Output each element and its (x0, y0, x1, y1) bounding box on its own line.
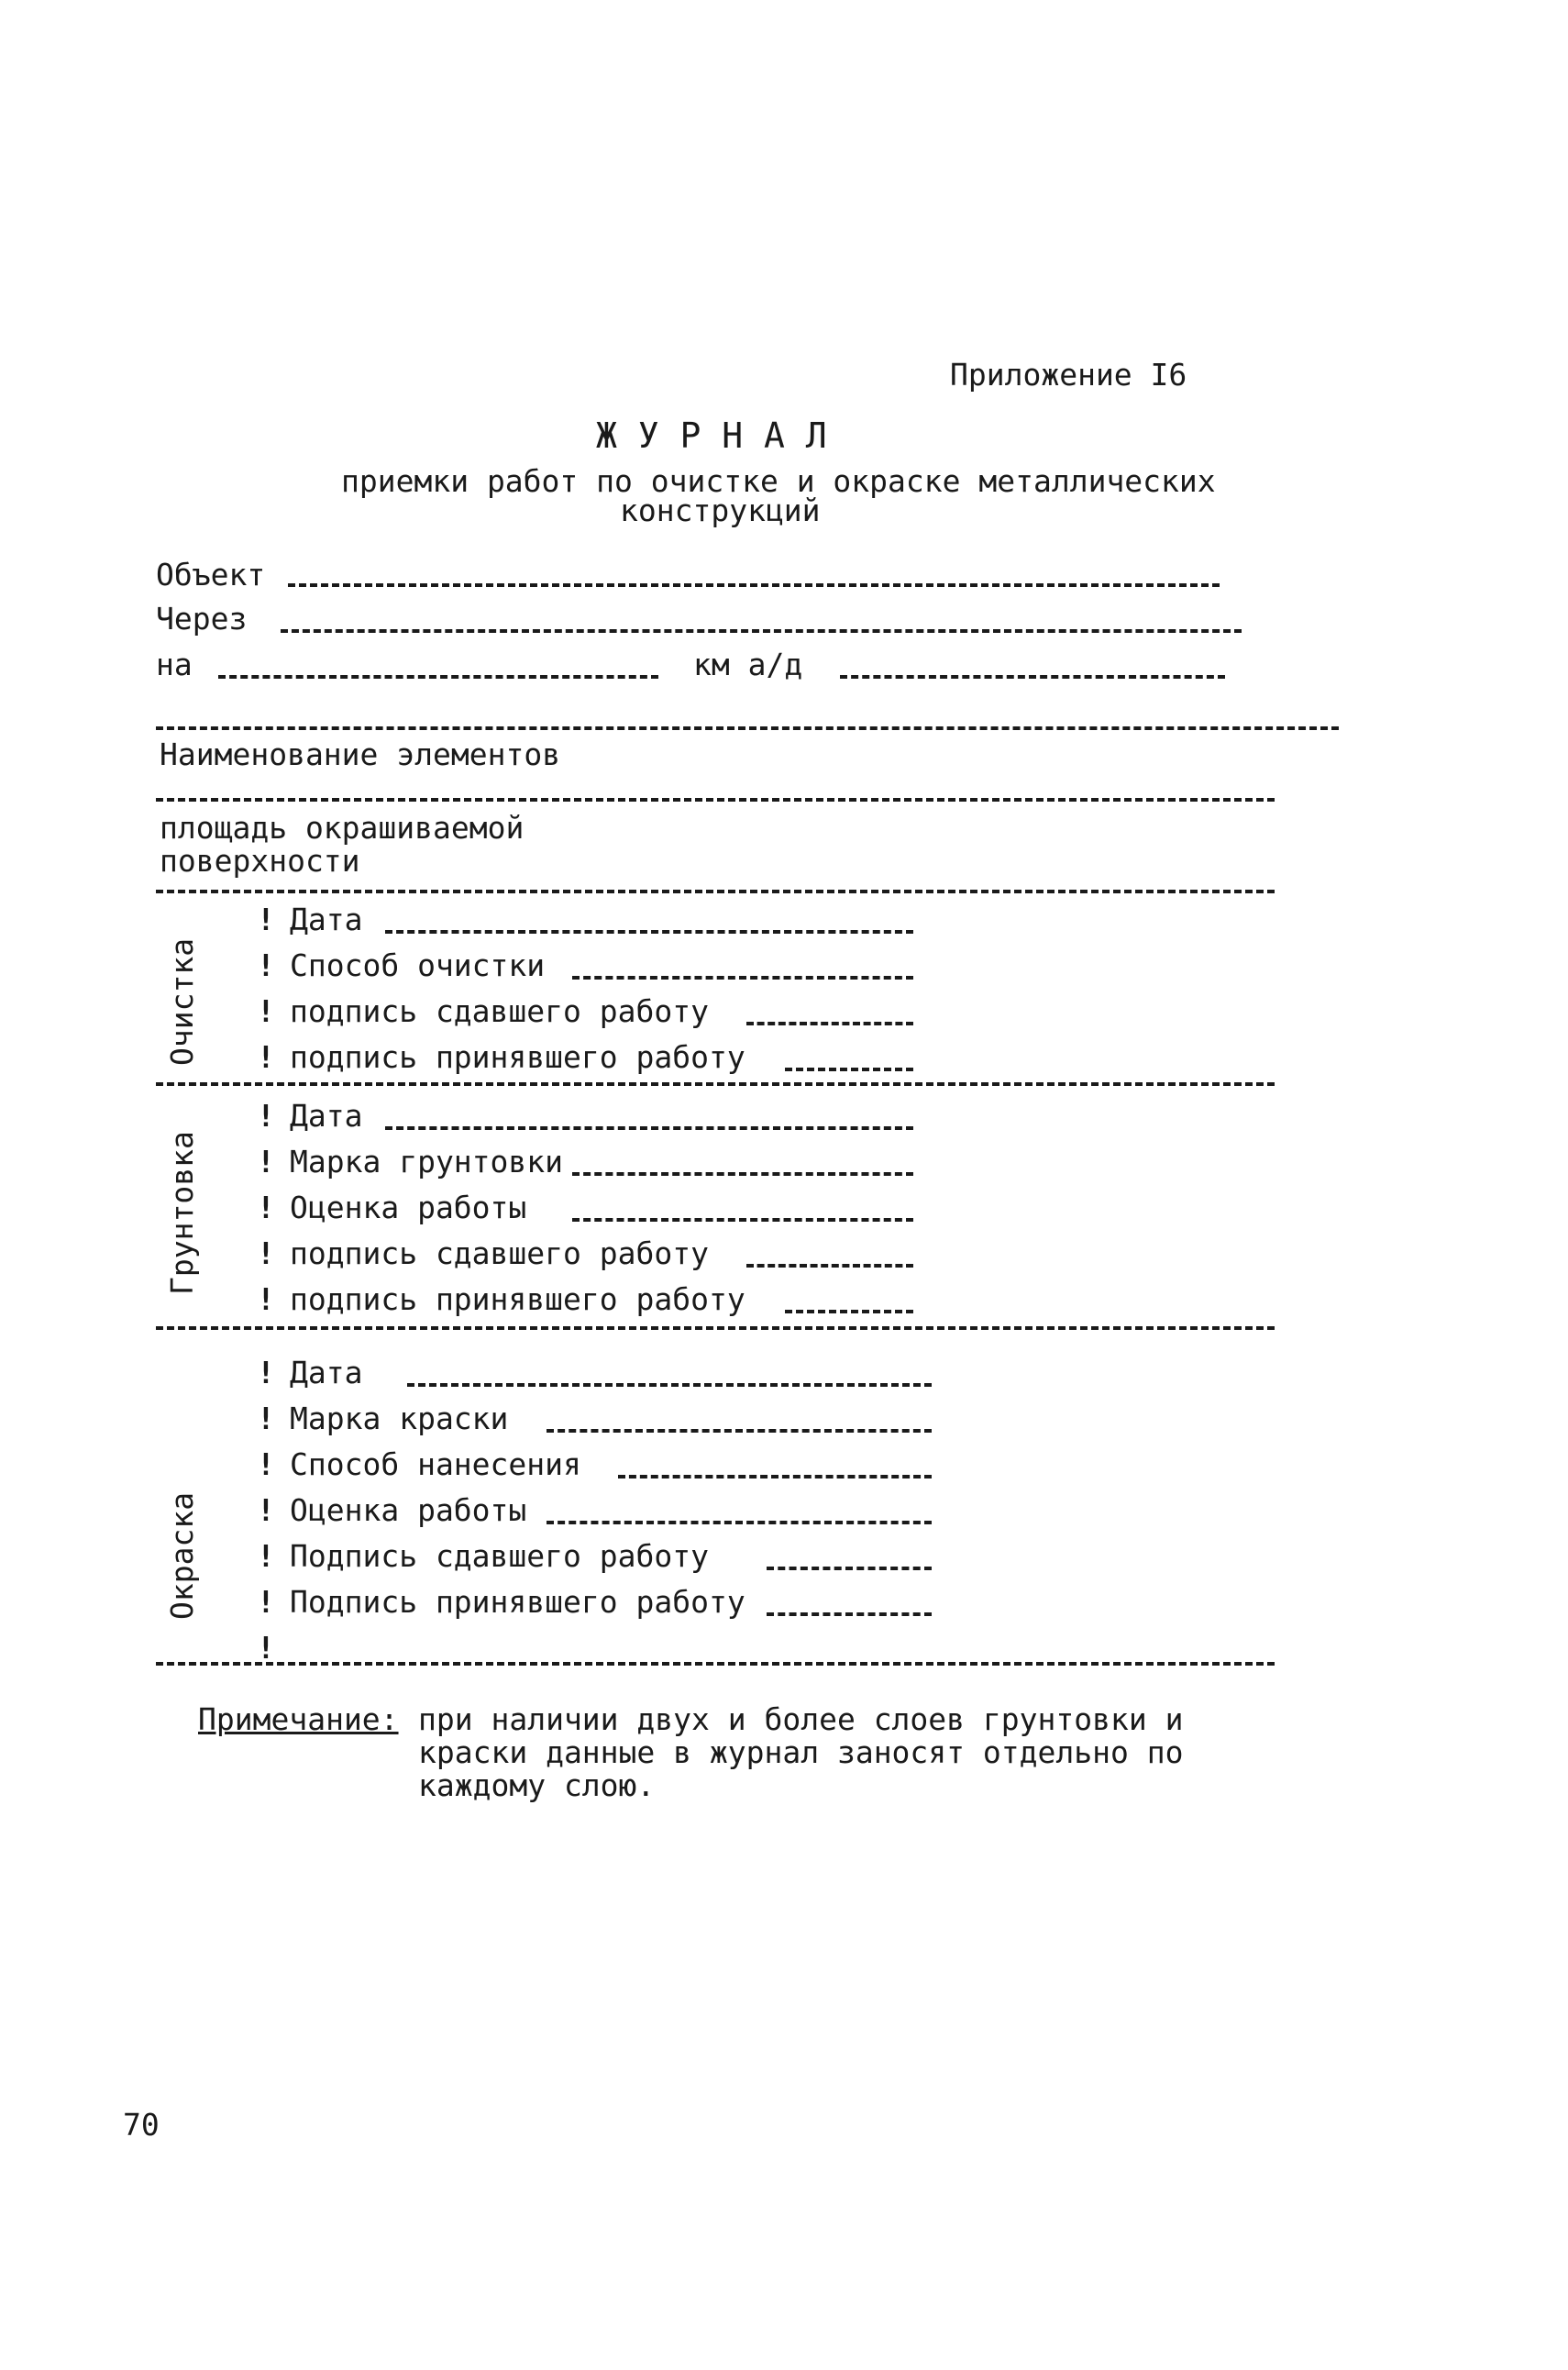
painting-separator-5: ! (257, 1538, 275, 1574)
cleaning-section-label: Очистка (164, 937, 200, 1066)
km-road-label: км а/д (693, 647, 803, 682)
appendix-label: Приложение I6 (950, 357, 1187, 393)
painting-work-rating-field[interactable] (547, 1521, 932, 1524)
priming-separator-4: ! (257, 1235, 275, 1271)
cleaning-separator-3: ! (257, 993, 275, 1029)
painting-date-field[interactable] (407, 1383, 932, 1387)
priming-work-rating-field[interactable] (572, 1218, 913, 1222)
note-line-3: каждому слою. (418, 1767, 656, 1803)
priming-separator-5: ! (257, 1281, 275, 1317)
note-line-2: краски данные в журнал заносят отдельно по (418, 1734, 1184, 1770)
divider-3 (156, 890, 1275, 893)
painting-separator-4: ! (257, 1492, 275, 1528)
priming-accepted-field[interactable] (785, 1310, 913, 1313)
painting-paint-brand-label: Марка краски (290, 1401, 509, 1436)
area-label-line-2: поверхности (160, 843, 360, 879)
cleaning-method-field[interactable] (572, 976, 913, 980)
painting-accepted-field[interactable] (767, 1612, 932, 1616)
divider-1 (156, 726, 1339, 730)
cleaning-accepted-field[interactable] (785, 1068, 913, 1071)
painting-work-rating-label: Оценка работы (290, 1492, 527, 1528)
priming-separator-2: ! (257, 1144, 275, 1179)
element-name-label: Наименование элементов (160, 736, 561, 772)
note-line-1: при наличии двух и более слоев грунтовки и (418, 1701, 1184, 1737)
priming-primer-brand-label: Марка грунтовки (290, 1144, 564, 1179)
painting-date-label: Дата (290, 1355, 363, 1390)
km-road-field[interactable] (840, 675, 1225, 679)
painting-section-label: Окраска (164, 1491, 200, 1620)
cleaning-separator-2: ! (257, 947, 275, 983)
priming-accepted-label: подпись принявшего работу (290, 1281, 745, 1317)
cleaning-handed-over-field[interactable] (746, 1022, 913, 1025)
painting-separator-6: ! (257, 1584, 275, 1620)
painting-accepted-label: Подпись принявшего работу (290, 1584, 745, 1620)
cleaning-handed-over-label: подпись сдавшего работу (290, 993, 709, 1029)
painting-separator-1: ! (257, 1355, 275, 1390)
priming-date-field[interactable] (385, 1126, 913, 1130)
on-label: на (156, 647, 193, 682)
painting-paint-brand-field[interactable] (547, 1429, 932, 1433)
cleaning-date-label: Дата (290, 902, 363, 937)
cleaning-separator-4: ! (257, 1039, 275, 1075)
cleaning-divider (156, 1082, 1275, 1086)
priming-handed-over-field[interactable] (746, 1264, 913, 1268)
cleaning-separator-1: ! (257, 902, 275, 937)
cleaning-method-label: Способ очистки (290, 947, 546, 983)
painting-separator-2: ! (257, 1401, 275, 1436)
bridge-field[interactable] (281, 629, 1242, 633)
priming-section-label: Грунтовка (164, 1131, 200, 1295)
on-field[interactable] (218, 675, 658, 679)
priming-divider (156, 1326, 1275, 1330)
page-number: 70 (123, 2107, 160, 2143)
object-field[interactable] (288, 583, 1220, 587)
note-label: Примечание: (198, 1701, 399, 1737)
area-label-line-1: площадь окрашиваемой (160, 810, 525, 846)
priming-handed-over-label: подпись сдавшего работу (290, 1235, 709, 1271)
cleaning-date-field[interactable] (385, 930, 913, 934)
cleaning-accepted-label: подпись принявшего работу (290, 1039, 745, 1075)
priming-primer-brand-field[interactable] (572, 1172, 913, 1176)
journal-title: Ж У Р Н А Л (596, 415, 827, 456)
painting-application-method-field[interactable] (618, 1475, 932, 1478)
painting-separator-7: ! (257, 1630, 275, 1666)
painting-application-method-label: Способ нанесения (290, 1446, 581, 1482)
subtitle-line-2: конструкций (620, 493, 821, 528)
painting-handed-over-label: Подпись сдавшего работу (290, 1538, 709, 1574)
painting-divider (156, 1662, 1275, 1666)
painting-separator-3: ! (257, 1446, 275, 1482)
subtitle-line-1: приемки работ по очистке и окраске металлических (341, 463, 1216, 499)
object-label: Объект (156, 557, 266, 592)
divider-2 (156, 798, 1275, 802)
bridge-label: Через (156, 601, 248, 637)
priming-date-label: Дата (290, 1098, 363, 1134)
painting-handed-over-field[interactable] (767, 1567, 932, 1570)
priming-separator-3: ! (257, 1190, 275, 1225)
priming-work-rating-label: Оценка работы (290, 1190, 527, 1225)
priming-separator-1: ! (257, 1098, 275, 1134)
